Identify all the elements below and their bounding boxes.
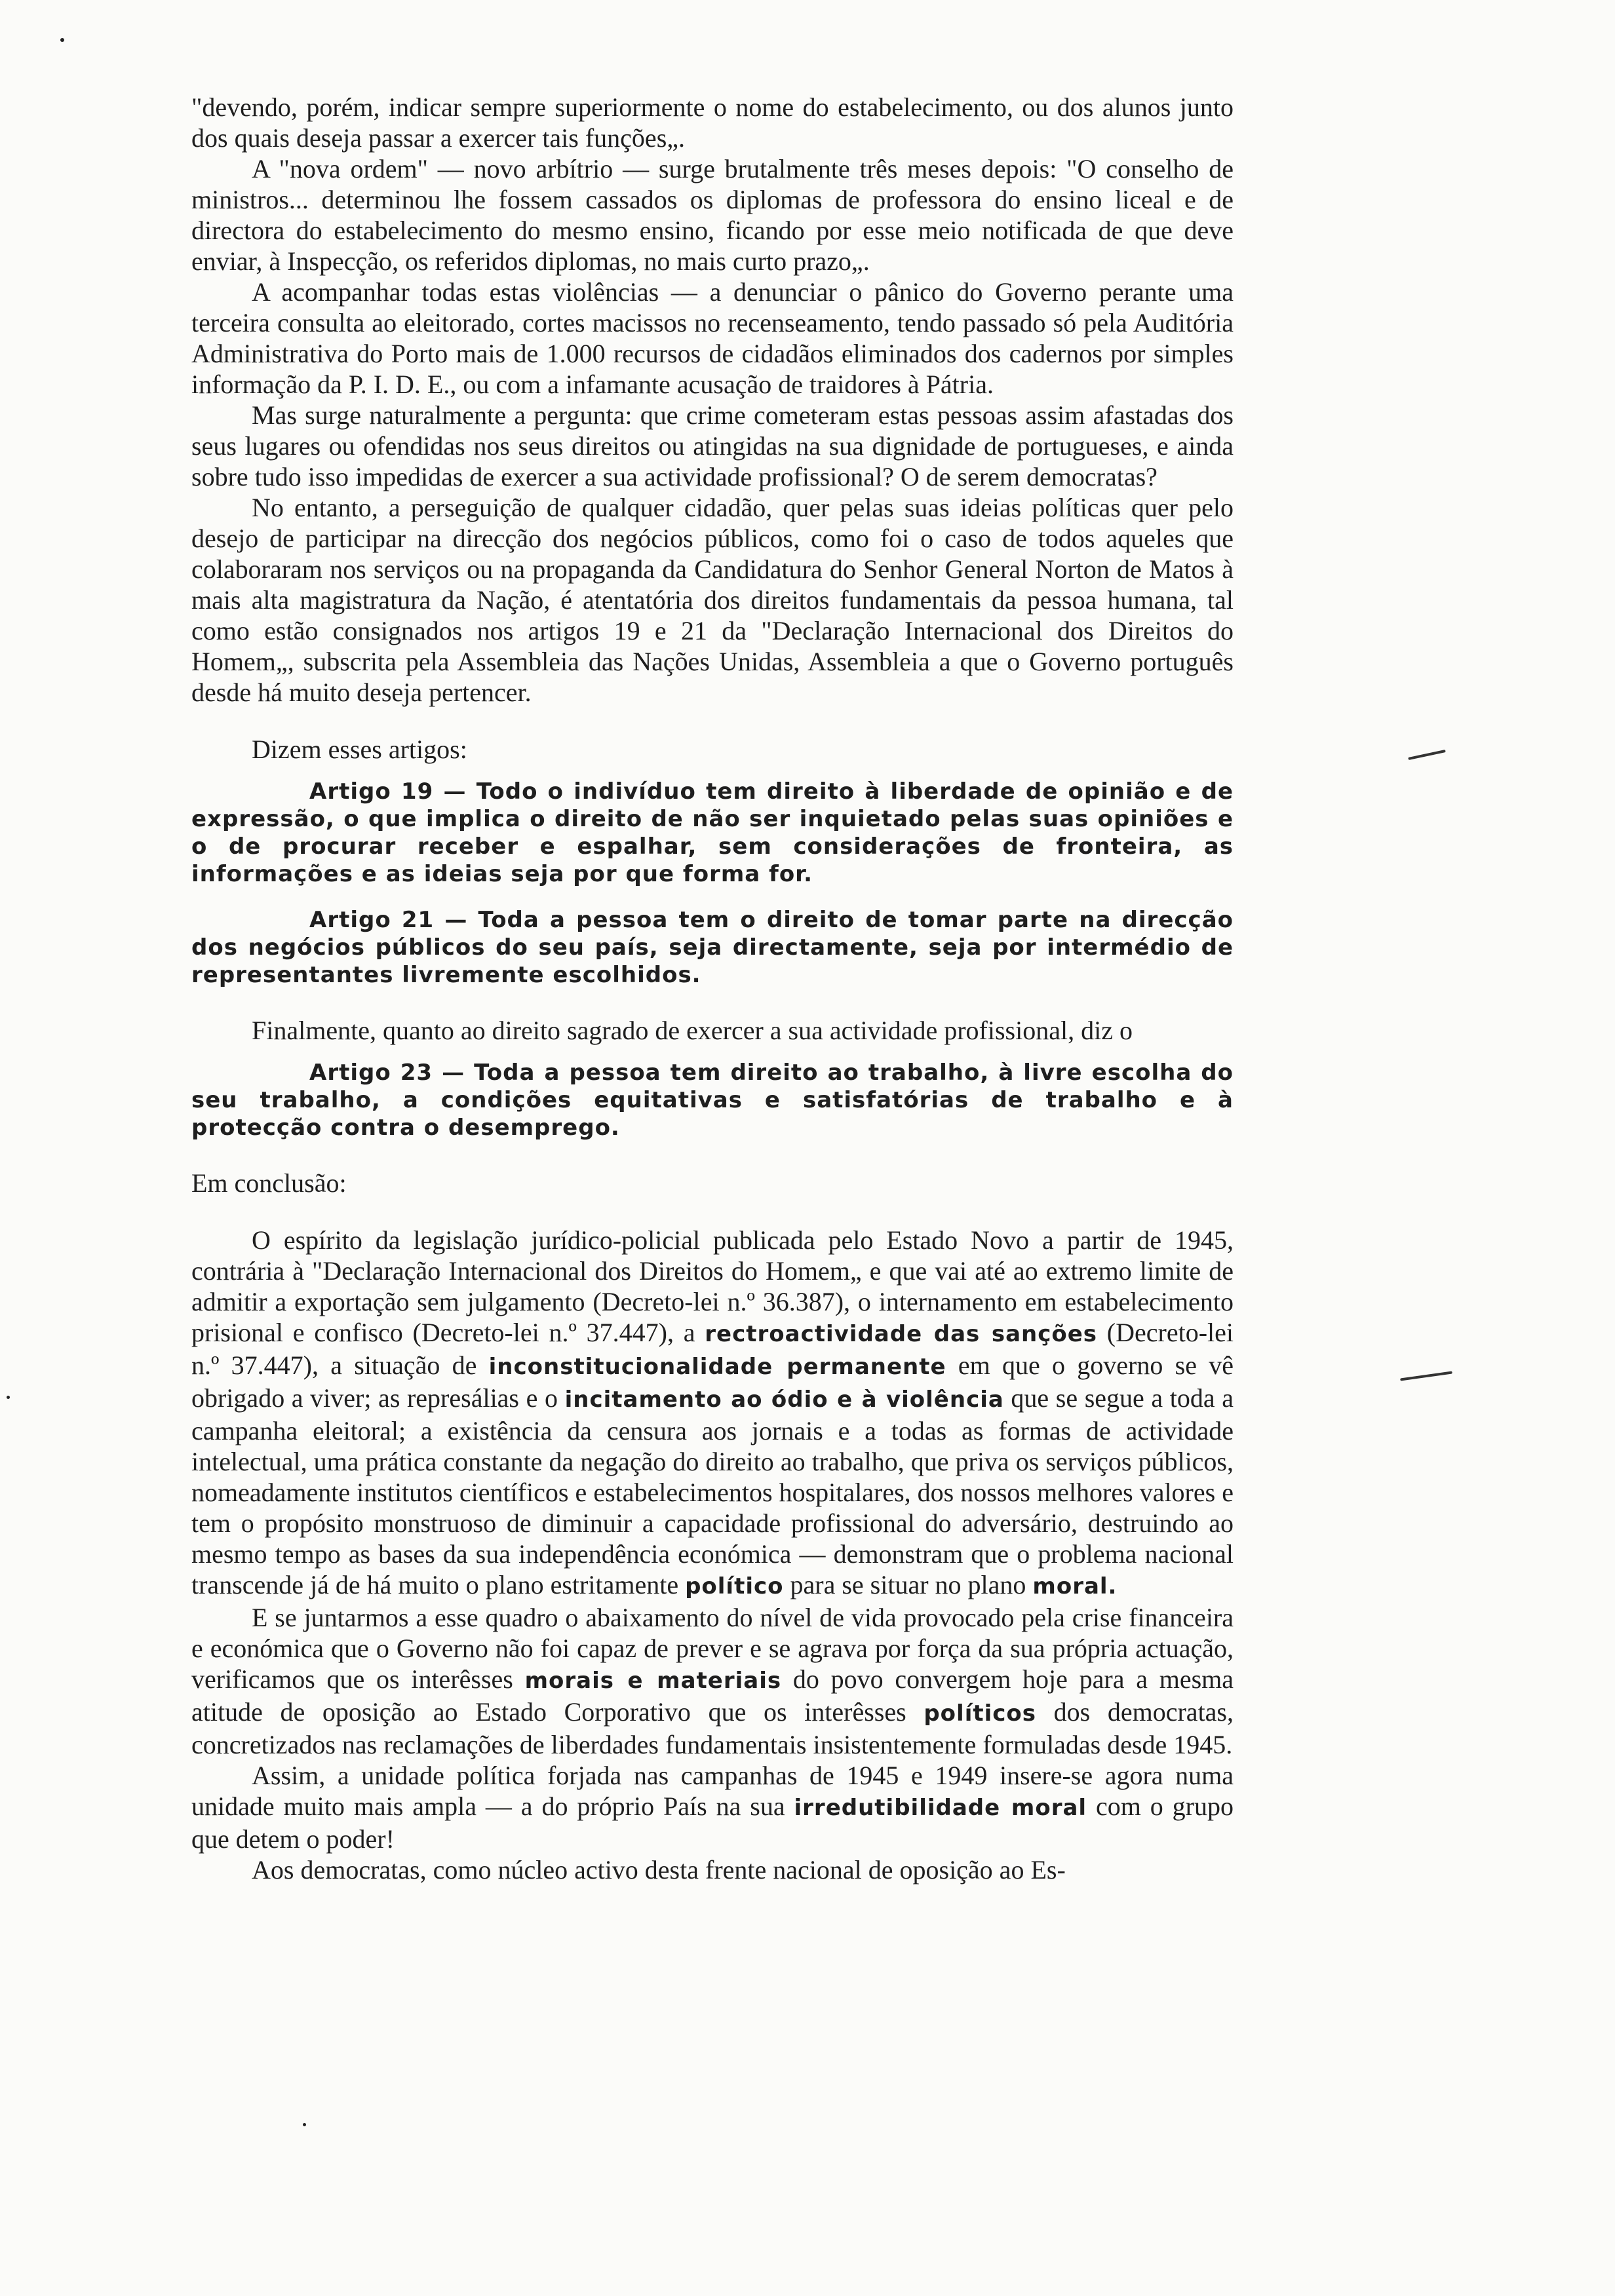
scan-speck (7, 1396, 10, 1399)
emphasis-politicos: políticos (924, 1700, 1037, 1727)
intro-paragraph: "devendo, porém, indicar sempre superiormente o nome do estabelecimento, ou dos alunos junto dos quais deseja passar a exercer tais funções„. (191, 92, 1234, 153)
emphasis-moral: moral. (1032, 1573, 1118, 1599)
scan-speck (303, 2123, 306, 2126)
margin-mark (1400, 1371, 1452, 1381)
paragraph-finalmente: Finalmente, quanto ao direito sagrado de exercer a sua actividade profissional, diz o (252, 1016, 1133, 1045)
article-19-text: Artigo 19 — Todo o indivíduo tem direito à liberdade de opinião e de expressão, o que implica o direito de não ser inquietado pelas suas opiniões e o de procurar receber e espalhar, sem considerações de fronteira, as informações e as ideias seja por que forma for. (191, 778, 1234, 887)
paragraph-juntarmos: E se juntarmos a esse quadro o abaixamento do nível de vida provocado pela crise financeira e económica que o Governo não foi capaz de prever e se agrava por força da sua própria actuação, verificamos que os interêsses morais e materiais do povo convergem hoje para a mesma atitude de oposição ao Estado Corporativo que os interêsses políticos dos democratas, concretizados nas reclamações de liberdades fundamentais insistentemente formuladas desde 1945. (191, 1603, 1234, 1759)
article-23-block (191, 1059, 1234, 1141)
paragraph-em-conclusao: Em conclusão: (191, 1168, 347, 1198)
article-23-text: Artigo 23 — Toda a pessoa tem direito ao trabalho, à livre escolha do seu trabalho, a condições equitativas e satisfatórias de trabalho e à protecção contra o desemprego. (191, 1060, 1234, 1141)
emphasis-morais-materiais: morais e materiais (524, 1668, 782, 1694)
document-page (191, 92, 1234, 1885)
paragraph-nova-ordem: A "nova ordem" — novo arbítrio — surge brutalmente três meses depois: "O conselho de ministros... determinou lhe fossem cassados os diplomas de professora do ensino liceal e de directora do estabelecimento do mesmo ensino, ficando por esse meio notificada de que deve enviar, à Inspecção, os referidos diplomas, no mais curto prazo„. (191, 154, 1234, 276)
paragraph-final-line: Aos democratas, como núcleo activo desta frente nacional de oposição ao Es- (252, 1855, 1066, 1885)
scan-speck (60, 38, 64, 42)
paragraph-perseguicao: No entanto, a perseguição de qualquer cidadão, quer pelas suas ideias políticas quer pelo desejo de participar na direcção dos negócios públicos, como foi o caso de todos aqueles que colaboraram nos serviços ou na propaganda da Candidatura do Senhor General Norton de Matos à mais alta magistratura da Nação, é atentatória dos direitos fundamentais da pessoa humana, tal como estão consignados nos artigos 19 e 21 da "Declaração Internacional dos Direitos do Homem„, subscrita pela Assembleia das Nações Unidas, Assembleia a que o Governo português desde há muito deseja pertencer. (191, 493, 1234, 707)
article-21-text: Artigo 21 — Toda a pessoa tem o direito de tomar parte na direcção dos negócios públicos do seu país, seja directamente, seja por intermédio de representantes livremente escolhidos. (191, 907, 1234, 988)
margin-mark (1408, 750, 1446, 760)
article-19-block (191, 778, 1234, 888)
article-21-block (191, 906, 1234, 989)
emphasis-irredutibilidade: irredutibilidade moral (794, 1795, 1087, 1821)
paragraph-assim: Assim, a unidade política forjada nas campanhas de 1945 e 1949 insere-se agora numa unidade muito mais ampla — a do próprio País na sua irredutibilidade moral com o grupo que detem o poder! (191, 1761, 1234, 1854)
paragraph-conclusao: O espírito da legislação jurídico-policial publicada pelo Estado Novo a partir de 1945, contrária à "Declaração Internacional dos Direitos do Homem„ e que vai até ao extremo limite de admitir a exportação sem julgamento (Decreto-lei n.º 36.387), o internamento em estabelecimento prisional e confisco (Decreto-lei n.º 37.447), a rectroactividade das sanções (Decreto-lei n.º 37.447), a situação de inconstitucionalidade permanente em que o governo se vê obrigado a viver; as represálias e o incitamento ao ódio e à violência que se segue a toda a campanha eleitoral; a existência da censura aos jornais e a todas as formas de actividade intelectual, uma prática constante da negação do direito ao trabalho, que priva os serviços públicos, nomeadamente institutos científicos e estabelecimentos hospitalares, dos nossos melhores valores e tem o propósito monstruoso de diminuir a capacidade profissional do adversário, destruindo ao mesmo tempo as bases da sua independência económica — demonstram que o problema nacional transcende já de há muito o plano estritamente político para se situar no plano moral. (191, 1225, 1234, 1599)
paragraph-pergunta: Mas surge naturalmente a pergunta: que crime cometeram estas pessoas assim afastadas dos seus lugares ou ofendidas nos seus direitos ou atingidas na sua dignidade de portugueses, e ainda sobre tudo isso impedidas de exercer a sua actividade profissional? O de serem democratas? (191, 400, 1234, 491)
emphasis-rectroactividade: rectroactividade das sanções (705, 1321, 1098, 1347)
emphasis-inconstitucionalidade: inconstitucionalidade permanente (488, 1354, 946, 1380)
paragraph-violencias: A acompanhar todas estas violências — a denunciar o pânico do Governo perante uma terceira consulta ao eleitorado, cortes macissos no recenseamento, tendo passado só pela Auditória Administrativa do Porto mais de 1.000 recursos de cidadãos eliminados dos cadernos por simples informação da P. I. D. E., ou com a infamante acusação de traidores à Pátria. (191, 277, 1234, 399)
emphasis-incitamento: incitamento ao ódio e à violência (564, 1387, 1004, 1413)
emphasis-politico: político (685, 1573, 784, 1599)
paragraph-dizem: Dizem esses artigos: (252, 735, 467, 764)
